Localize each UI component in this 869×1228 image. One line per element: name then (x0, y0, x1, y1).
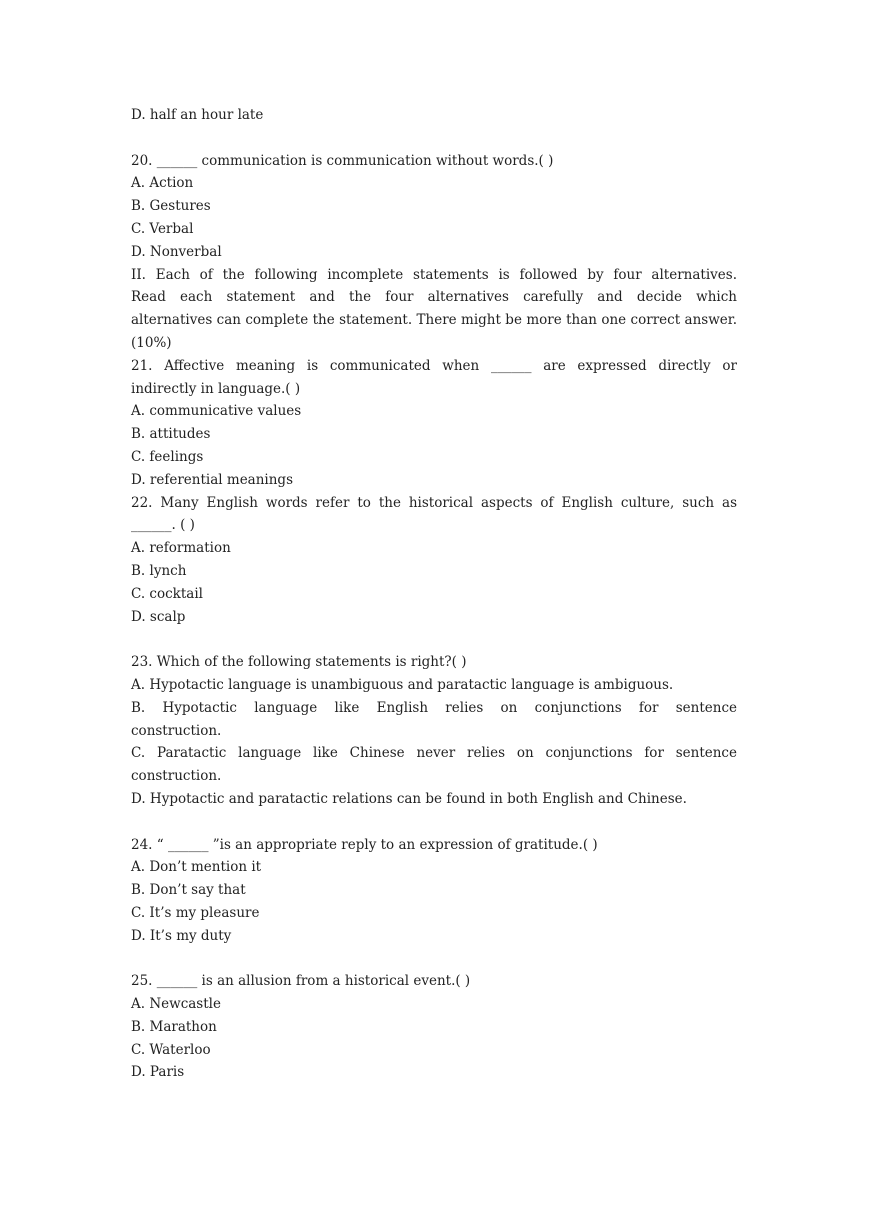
q21-option-b: B. attitudes (131, 426, 211, 443)
q19-option-d: D. half an hour late (131, 107, 264, 123)
q24-stem: 24. “ ______ ”is an appropriate reply to an expression of gratitude.( ) (131, 836, 598, 853)
spacer (131, 127, 737, 150)
q23-option-c-line2: construction. (131, 768, 222, 785)
q20-option-b: B. Gestures (131, 198, 211, 215)
page-content (131, 104, 737, 1084)
q23-option-b-line1: B. Hypotactic language like English relies on conjunctions for sentence (131, 699, 737, 716)
q22-option-b: B. lynch (131, 562, 187, 579)
q23-option-d: D. Hypotactic and paratactic relations can be found in both English and Chinese. (131, 790, 687, 807)
q21-option-c: C. feelings (131, 448, 204, 465)
q22-option-c: C. cocktail (131, 585, 203, 602)
q25-option-c: C. Waterloo (131, 1041, 211, 1058)
section2-instructions-line2: Read each statement and the four alternatives carefully and decide which (131, 289, 737, 306)
q23-option-a: A. Hypotactic language is unambiguous and paratactic language is ambiguous. (131, 676, 674, 693)
q23-stem: 23. Which of the following statements is right?( ) (131, 654, 467, 671)
section2-points: (10%) (131, 334, 172, 351)
q24-option-d: D. It’s my duty (131, 927, 232, 944)
q20-option-a: A. Action (131, 175, 194, 192)
q24-option-b: B. Don’t say that (131, 882, 246, 899)
q21-option-a: A. communicative values (131, 403, 302, 420)
q21-option-d: D. referential meanings (131, 471, 294, 488)
q24-option-a: A. Don’t mention it (131, 859, 262, 876)
q24-option-c: C. It’s my pleasure (131, 904, 260, 921)
q25-option-d: D. Paris (131, 1064, 185, 1081)
q21-stem-line2: indirectly in language.( ) (131, 380, 301, 397)
q20-option-d: D. Nonverbal (131, 243, 222, 260)
q25-stem: 25. ______ is an allusion from a historical event.( ) (131, 973, 471, 990)
q23-option-b-line2: construction. (131, 722, 222, 739)
spacer (131, 628, 737, 651)
q25-option-b: B. Marathon (131, 1018, 217, 1035)
q23-option-c-line1: C. Paratactic language like Chinese never relies on conjunctions for sentence (131, 745, 737, 762)
q22-stem-line2: ______. ( ) (131, 517, 195, 534)
q22-option-a: A. reformation (131, 540, 231, 557)
q22-option-d: D. scalp (131, 608, 186, 625)
q21-stem-line1: 21. Affective meaning is communicated when ______ are expressed directly or (131, 357, 737, 374)
spacer (131, 947, 737, 970)
q22-stem-line1: 22. Many English words refer to the historical aspects of English culture, such as (131, 494, 737, 511)
section2-instructions-line3: alternatives can complete the statement. There might be more than one correct answer. (131, 312, 737, 329)
section2-instructions-line1: II. Each of the following incomplete statements is followed by four alternatives. (131, 266, 737, 283)
q25-option-a: A. Newcastle (131, 996, 221, 1013)
q20-option-c: C. Verbal (131, 220, 194, 237)
spacer (131, 811, 737, 834)
q20-stem: 20. ______ communication is communication without words.( ) (131, 152, 554, 169)
